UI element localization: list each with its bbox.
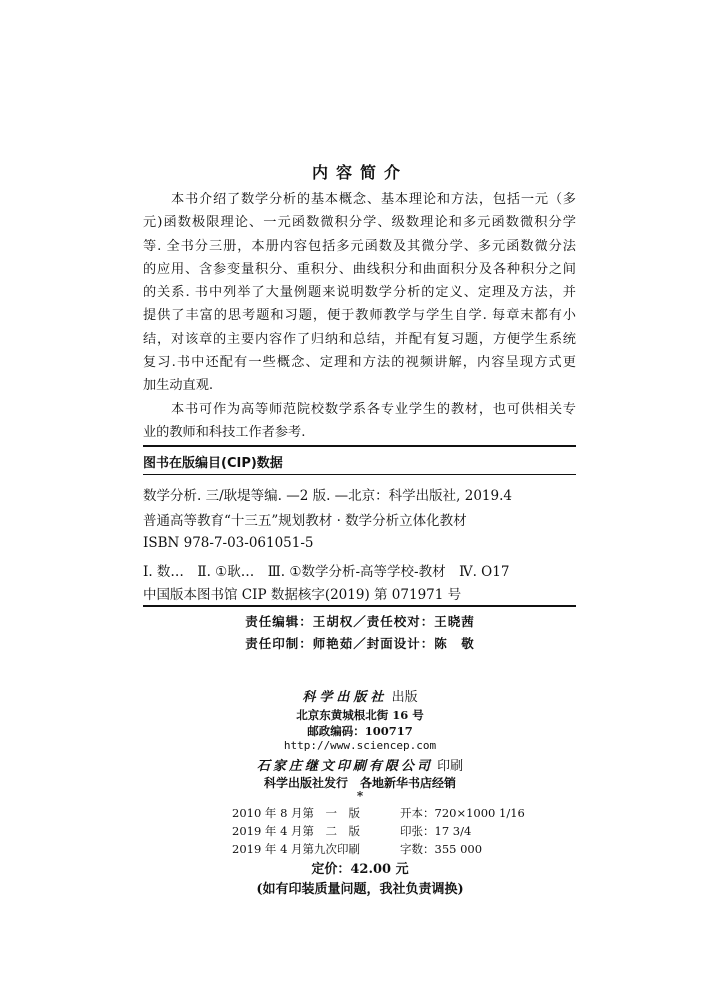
printer-suffix: 印刷 [437,759,464,774]
edition-row [232,841,532,859]
cip-series-line: 普通高等教育“十三五”规划教材 · 数学分析立体化教材 [143,513,467,529]
summary-line: 等. 全书分三册，本册内容包括多元函数及其微分学、多元函数微分法 [143,238,576,254]
printer-name: 石家庄继文印刷有限公司 [256,759,433,774]
publisher-url: http://www.sciencep.com [283,739,437,752]
print-sheets: 印张：17 3/4 [400,824,472,838]
credits-editors: 责任编辑：王胡权／责任校对：王晓茜 [245,614,475,629]
publisher-address: 北京东黄城根北街 16 号 [296,708,424,722]
cip-number: 中国版本图书馆 CIP 数据核字(2019) 第 071971 号 [143,587,462,603]
cip-title-line: 数学分析. 三/耿堤等编. —2 版. —北京：科学出版社, 2019.4 [143,488,512,504]
cip-subjects: Ⅰ. 数… Ⅱ. ①耿… Ⅲ. ①数学分析-高等学校-教材 Ⅳ. O17 [143,564,510,580]
cip-bottom-rule [143,605,576,607]
summary-line: 的应用、含参变量积分、重积分、曲线积分和曲面积分及各种积分之间 [143,261,576,277]
summary-line: 业的教师和科技工作者参考. [143,424,306,440]
publisher-suffix: 出版 [391,690,418,705]
edition-row [232,805,532,823]
summary-line: 加生动直观. [143,378,214,394]
cip-isbn: ISBN 978-7-03-061051-5 [143,535,314,551]
edition-row [232,823,532,841]
summary-line: 本书可作为高等师范院校数学系各专业学生的教材，也可供相关专 [143,401,576,417]
price: 定价：42.00 元 [311,862,409,877]
cip-top-rule [143,445,576,447]
format: 开本：720×1000 1/16 [400,806,525,820]
publisher-logo: 科学出版社 [302,690,388,705]
edition-first: 2010 年 8 月第 一 版 [232,806,361,820]
publisher-line [0,686,720,705]
cip-heading-rule [143,474,576,475]
separator-star: * [356,789,364,803]
word-count: 字数：355 000 [400,842,483,856]
credits-printing: 责任印制：师艳茹／封面设计：陈 敬 [245,636,475,651]
summary-line: 提供了丰富的思考题和习题，便于教师教学与学生自学. 每章末都有小 [143,308,576,324]
summary-line: 的关系. 书中列举了大量例题来说明数学分析的定义、定理及方法，并 [143,285,576,301]
page-title: 内容简介 [311,163,408,182]
publisher-postcode: 邮政编码：100717 [307,724,413,738]
edition-second: 2019 年 4 月第 二 版 [232,824,361,838]
printer-line [0,755,720,774]
distribution: 科学出版社发行 各地新华书店经销 [263,776,456,790]
summary-line: 元)函数极限理论、一元函数微积分学、级数理论和多元函数微积分学 [143,215,576,231]
edition-info [232,805,532,859]
printing-count: 2019 年 4 月第九次印刷 [232,842,361,856]
summary-line: 复习.书中还配有一些概念、定理和方法的视频讲解，内容呈现方式更 [143,355,576,371]
summary-text [143,188,576,444]
summary-line: 本书介绍了数学分析的基本概念、基本理论和方法，包括一元（多 [143,192,576,207]
summary-line: 结，对该章的主要内容作了归纳和总结，并配有复习题，方便学生系统 [143,331,576,347]
cip-heading: 图书在版编目(CIP)数据 [143,456,283,471]
quality-notice: (如有印装质量问题，我社负责调换) [256,882,464,897]
